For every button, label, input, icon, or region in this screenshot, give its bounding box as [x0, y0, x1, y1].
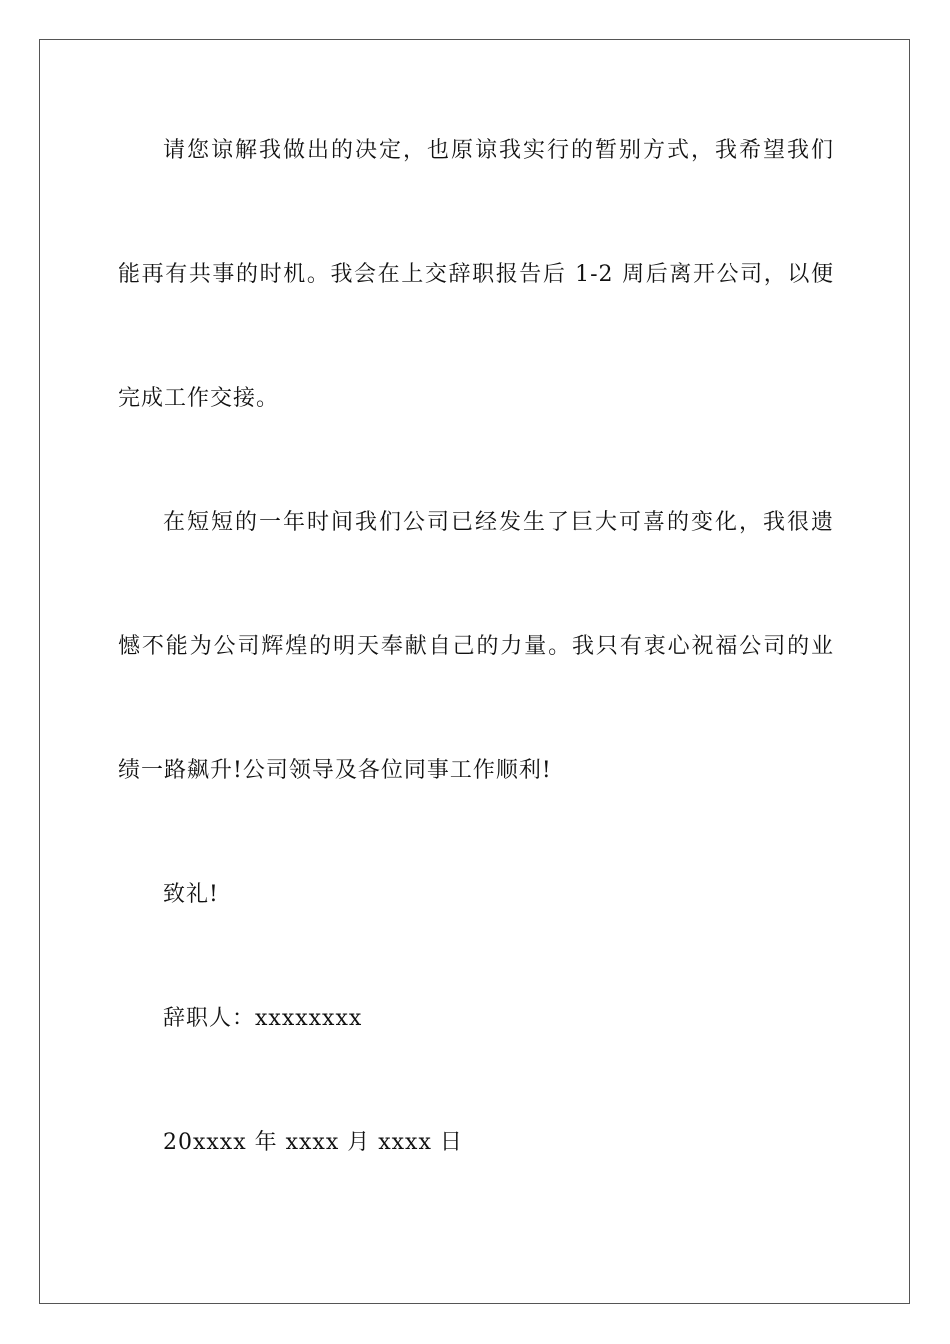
page-border: [39, 39, 910, 1304]
date-line: 20xxxx 年 xxxx 月 xxxx 日: [163, 1130, 463, 1155]
paragraph-1-line-1: 请您谅解我做出的决定，也原谅我实行的暂别方式，我希望我们: [163, 138, 834, 163]
closing-salutation: 致礼!: [163, 882, 219, 907]
paragraph-1-line-2: 能再有共事的时机。我会在上交辞职报告后 1-2 周后离开公司，以便: [118, 262, 834, 287]
signature-line: 辞职人：xxxxxxxx: [163, 1006, 363, 1031]
paragraph-2-line-1: 在短短的一年时间我们公司已经发生了巨大可喜的变化，我很遗: [163, 510, 834, 535]
paragraph-2-line-3: 绩一路飙升!公司领导及各位同事工作顺利!: [118, 758, 552, 783]
paragraph-2-line-2: 憾不能为公司辉煌的明天奉献自己的力量。我只有衷心祝福公司的业: [118, 634, 834, 659]
paragraph-1-line-3: 完成工作交接。: [118, 386, 280, 411]
